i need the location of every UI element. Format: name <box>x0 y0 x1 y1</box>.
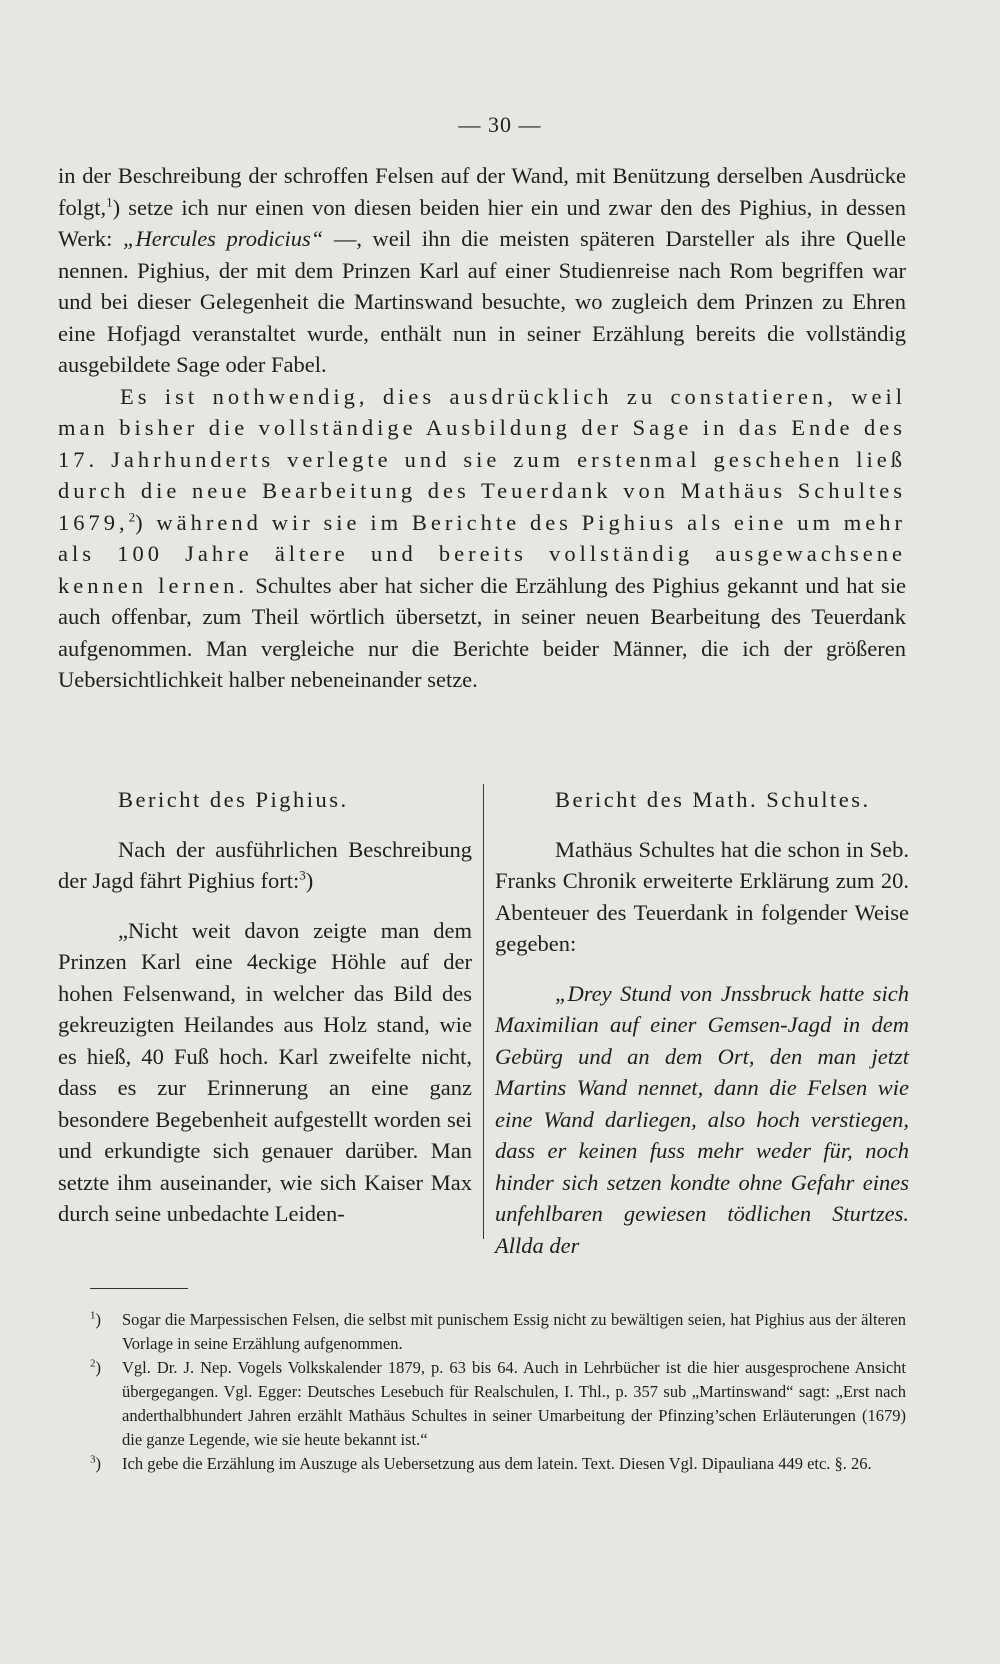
paragraph-2-part-c: Schultes aber hat sicher die Erzählung des Pighius gekannt und hat sie auch offenbar, zum Theil wörtlich übersetzt, in seiner neuen Bearbeitung des Teuerdank aufgenommen. Man vergleiche nur die Berichte beider Männer, die ich der größeren Uebersichtlichkeit halber nebeneinander setze. <box>58 572 906 692</box>
column-schultes <box>495 784 909 1261</box>
column-divider <box>483 784 484 1239</box>
column-heading-schultes: Bericht des Math. Schultes. <box>555 787 871 812</box>
footnotes <box>90 1308 906 1476</box>
footnote-mark-2: $^2$) <box>90 1357 101 1377</box>
footnote-3 <box>90 1452 906 1476</box>
footnote-3-text: Ich gebe die Erzählung im Auszuge als Uebersetzung aus dem latein. Text. Diesen Vgl. Dipauliana 449 etc. §. 26. <box>122 1454 872 1473</box>
main-text <box>58 160 906 696</box>
paragraph-2-emphasis-b: ) während wir sie im Berichte des Pighius als eine um mehr als 100 Jahre ältere und bereits vollständig ausgewachsene kennen lernen. <box>58 509 906 598</box>
footnote-ref-1: 1 <box>106 194 113 209</box>
schultes-intro: Mathäus Schultes hat die schon in Seb. Franks Chronik erweiterte Erklärung zum 20. Abenteuer des Teuerdank in folgender Weise gegeben: <box>495 836 909 956</box>
schultes-quote: „Drey Stund von Jnssbruck hatte sich Maximilian auf einer Gemsen-Jagd in dem Gebürg und an dem Ort, den man jetzt Martins Wand nennet, dann die Felsen wie eine Wand darliegen, also hoch verstiegen, dass er keinen fuss mehr weder für, noch hinder sich setzen kondte ohne Gefahr eines unfehlbaren gewiesen tödlichen Sturtzes. Allda der <box>495 980 909 1258</box>
footnote-ref-3: 3 <box>299 867 306 883</box>
footnote-mark-2-number: 2 <box>90 1357 96 1370</box>
pighius-intro-close: ) <box>305 868 314 893</box>
parallel-columns <box>58 784 909 1258</box>
footnote-divider <box>90 1288 188 1289</box>
book-title: „Hercules prodicius“ <box>123 226 324 251</box>
footnote-mark-1-number: 1 <box>90 1309 96 1322</box>
footnote-2 <box>90 1356 906 1452</box>
footnote-2-text: Vgl. Dr. J. Nep. Vogels Volkskalender 1879, p. 63 bis 64. Auch in Lehrbücher ist die hier ausgesprochene Ansicht übergegangen. Vgl. Egger: Deutsches Lesebuch für Realschulen, I. Thl., p. 357 sub „Martinswand“ sagt: „Erst nach anderthalbhundert Jahren erzählt Mathäus Schultes in seiner Umarbeitung der Pfinzing’schen Erläuterungen (1679) die ganze Legende, wie sie heute bekannt ist.“ <box>122 1358 906 1449</box>
footnote-mark-3: $^3$) <box>90 1453 101 1473</box>
paragraph-1-part-d: —, weil ihn die meisten späteren Darsteller als ihre Quelle nennen. Pighius, der mit dem Prinzen Karl auf einer Studienreise nach Rom begriffen war und bei dieser Gelegenheit die Martinswand besuchte, wo zugleich dem Prinzen zu Ehren eine Hofjagd veranstaltet wurde, enthält nun in seiner Erzählung bereits die vollständig ausgebildete Sage oder Fabel. <box>58 226 906 377</box>
footnote-mark-3-number: 3 <box>90 1453 96 1466</box>
page-number: — 30 — <box>458 112 542 137</box>
footnote-1 <box>90 1308 906 1356</box>
pighius-report: „Nicht weit davon zeigte man dem Prinzen Karl eine 4eckige Höhle auf der hohen Felsenwand, in welcher das Bild des gekreuzigten Heilandes aus Holz stand, wie es hieß, 40 Fuß hoch. Karl zweifelte nicht, dass es zur Erinnerung an eine ganz besondere Begebenheit aufgestellt worden sei und erkundigte sich genauer darüber. Man setzte ihm auseinander, wie sich Kaiser Max durch seine unbedachte Leiden- <box>58 917 472 1226</box>
paragraph-1-part-a: in der Beschreibung der schroffen Felsen auf der Wand, mit Benützung derselben Ausdrücke folgt, <box>58 163 906 220</box>
paragraph-2 <box>58 381 906 696</box>
pighius-intro-text: Nach der ausführlichen Beschreibung der Jagd fährt Pighius fort: <box>58 836 472 893</box>
pighius-intro <box>58 834 472 897</box>
paragraph-1 <box>58 160 906 381</box>
paragraph-2-emphasis-a: Es ist nothwendig, dies ausdrücklich zu constatieren, weil man bisher die vollständige Ausbildung der Sage in das Ende des 17. Jahrhunderts verlegte und sie zum erstenmal geschehen ließ durch die neue Bearbeitung des Teuerdank von Mathäus Schultes 1679, <box>58 383 906 535</box>
column-heading-pighius: Bericht des Pighius. <box>118 787 349 812</box>
footnote-mark-1: $^1$) <box>90 1309 101 1329</box>
column-pighius <box>58 784 472 1248</box>
footnote-ref-2: 2 <box>128 509 136 524</box>
paragraph-1-part-b: ) setze ich nur einen von diesen beiden hier ein und zwar den des Pighius, in dessen Werk: <box>58 194 906 251</box>
footnote-1-text: Sogar die Marpessischen Felsen, die selbst mit punischem Essig nicht zu bewältigen seien, hat Pighius aus der älteren Vorlage in seine Erzählung aufgenommen. <box>122 1310 906 1353</box>
